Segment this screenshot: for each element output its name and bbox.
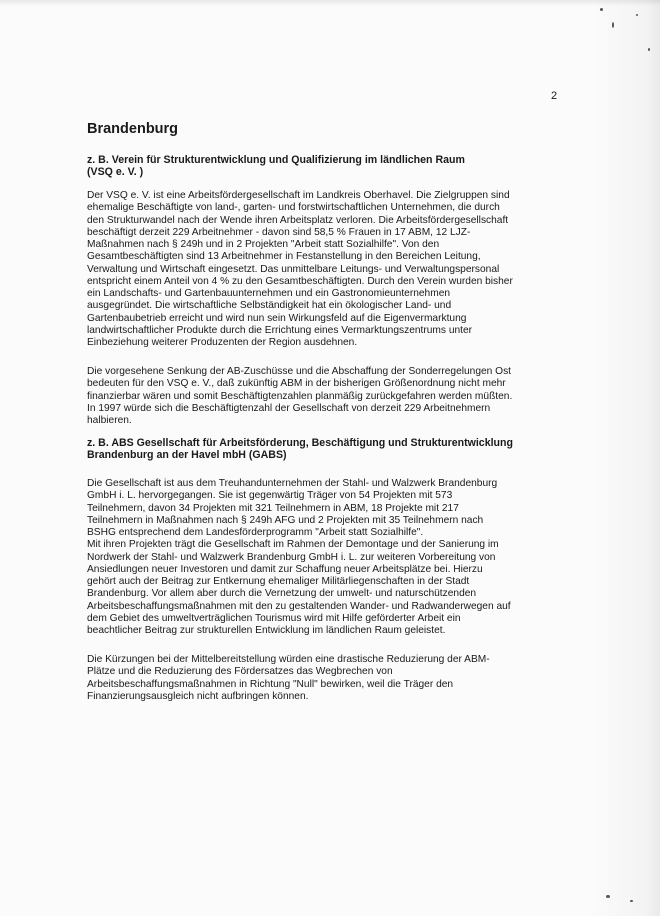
section1-paragraph-2 [87, 366, 567, 427]
scan-speck [630, 900, 633, 902]
text-line: BSHG entsprechend dem Landesförderprogramm "Arbeit statt Sozialhilfe". [87, 527, 424, 538]
scan-speck [636, 14, 638, 16]
text-line: entspricht einem Anteil von 4 % zu den Gesamtbeschäftigten. Durch den Verein wurden bisher [87, 275, 513, 287]
title-line: z. B. ABS Gesellschaft für Arbeitsförderung, Beschäftigung und Strukturentwicklung [87, 437, 513, 449]
title-line: z. B. Verein für Strukturentwicklung und Qualifizierung im ländlichen Raum [87, 154, 465, 166]
text-line: halbieren. [87, 415, 132, 426]
text-line: gehört auch der Beitrag zur Entkernung ehemaliger Militärliegenschaften in der Stadt [87, 576, 470, 587]
text-line: Teilnehmern in Maßnahmen nach § 249h AFG und 2 Projekten mit 35 Teilnehmern nach [87, 514, 484, 526]
text-line: In 1997 würde sich die Beschäftigtenzahl der Gesellschaft von derzeit 229 Arbeitnehmern [87, 402, 491, 414]
text-line: finanzierbar wären und somit Beschäftigtenzahlen planmäßig zurückgefahren werden müßten. [87, 390, 513, 402]
text-line: Gesamtbeschäftigten sind 13 Arbeitnehmer in Festanstellung in den Bereichen Leitung, [87, 251, 481, 263]
section2-title [87, 437, 557, 462]
section1-title [87, 154, 557, 179]
scan-speck [600, 8, 603, 11]
text-line: GmbH i. L. hervorgegangen. Sie ist gegenwärtig Träger von 54 Projekten mit 573 [87, 490, 453, 502]
page-heading: Brandenburg [87, 121, 179, 137]
text-line: Gartenbaubetrieb erreicht und wird nun sein Wirkungsfeld auf die Eigenvermarktung [87, 312, 467, 324]
text-line: bedeuten für den VSQ e. V., daß zukünftig ABM in der bisherigen Größenordnung nicht mehr [87, 378, 506, 390]
text-line: Die vorgesehene Senkung der AB-Zuschüsse und die Abschaffung der Sonderregelungen Ost [87, 366, 512, 377]
title-line: (VSQ e. V. ) [87, 166, 144, 179]
scan-speck [612, 22, 614, 28]
text-line: Arbeitsbeschaffungsmaßnahmen mit den zu gestaltenden Wander- und Radwanderwegen auf [87, 600, 511, 612]
scan-edge [0, 0, 660, 6]
section2-paragraph-2 [87, 654, 567, 703]
text-line: Arbeitsbeschaffungsmaßnahmen in Richtung "Null" bewirken, weil die Träger den [87, 678, 454, 690]
scan-speck [606, 895, 610, 898]
text-line: den Strukturwandel nach der Wende ihren Arbeitsplatz verloren. Die Arbeitsfördergesellschaft [87, 214, 509, 226]
scan-edge-shadow [590, 0, 660, 916]
text-line: Plätze und die Reduzierung des Fördersatzes das Wegbrechen von [87, 666, 393, 678]
text-line: Die Gesellschaft ist aus dem Treuhandunternehmen der Stahl- und Walzwerk Brandenburg [87, 478, 498, 489]
text-line: beachtlicher Beitrag zur strukturellen Entwicklung im ländlichen Raum geleistet. [87, 625, 446, 636]
page-number: 2 [551, 90, 558, 102]
text-line: Finanzierungsausgleich nicht aufbringen können. [87, 690, 309, 702]
scan-speck [648, 48, 650, 51]
text-line: Mit ihren Projekten trägt die Gesellschaft im Rahmen der Demontage und der Sanierung im [87, 539, 499, 551]
text-line: Brandenburg. Vor allem aber durch die Vernetzung der umwelt- und naturschützenden [87, 588, 477, 600]
text-line: Der VSQ e. V. ist eine Arbeitsfördergesellschaft im Landkreis Oberhavel. Die Zielgruppen sind [87, 190, 510, 201]
text-line: beschäftigt derzeit 229 Arbeitnehmer - davon sind 58,5 % Frauen in 17 ABM, 12 LJZ- [87, 226, 471, 238]
text-line: Teilnehmern, davon 34 Projekten mit 321 Teilnehmern in ABM, 18 Projekte mit 217 [87, 502, 459, 514]
text-line: Einbeziehung weiterer Produzenten der Region ausdehnen. [87, 337, 358, 348]
text-line: ausgegründet. Die wirtschaftliche Selbständigkeit hat ein ökologischer Land- und [87, 300, 452, 312]
text-line: Maßnahmen nach § 249h und in 2 Projekten "Arbeit statt Sozialhilfe". Von den [87, 239, 440, 250]
text-line: Verwaltung und Wirtschaft eingesetzt. Das unmittelbare Leitungs- und Verwaltungspersonal [87, 263, 500, 275]
text-line: ehemalige Beschäftigte von land-, garten- und forstwirtschaftlichen Unternehmen, die durch [87, 202, 500, 214]
text-line: Nordwerk der Stahl- und Walzwerk Brandenburg GmbH i. L. zur weiteren Vorbereitung von [87, 551, 496, 563]
text-line: Ansiedlungen neuer Investoren und damit zur Schaffung neuer Arbeitsplätze bei. Hierzu [87, 563, 483, 575]
text-line: Die Kürzungen bei der Mittelbereitstellung würden eine drastische Reduzierung der ABM- [87, 654, 490, 665]
text-line: dem Gebiet des umweltverträglichen Tourismus wird mit Hilfe geförderter Arbeit ein [87, 612, 461, 624]
section1-paragraph-1 [87, 190, 567, 349]
text-line: landwirtschaftlicher Produkte durch die Errichtung eines Vermarktungszentrums unter [87, 324, 473, 336]
section2-paragraph-1 [87, 478, 567, 637]
text-line: ein Landschafts- und Gartenbauunternehmen und ein Gastronomieunternehmen [87, 288, 451, 299]
title-line: Brandenburg an der Havel mbH (GABS) [87, 449, 287, 462]
